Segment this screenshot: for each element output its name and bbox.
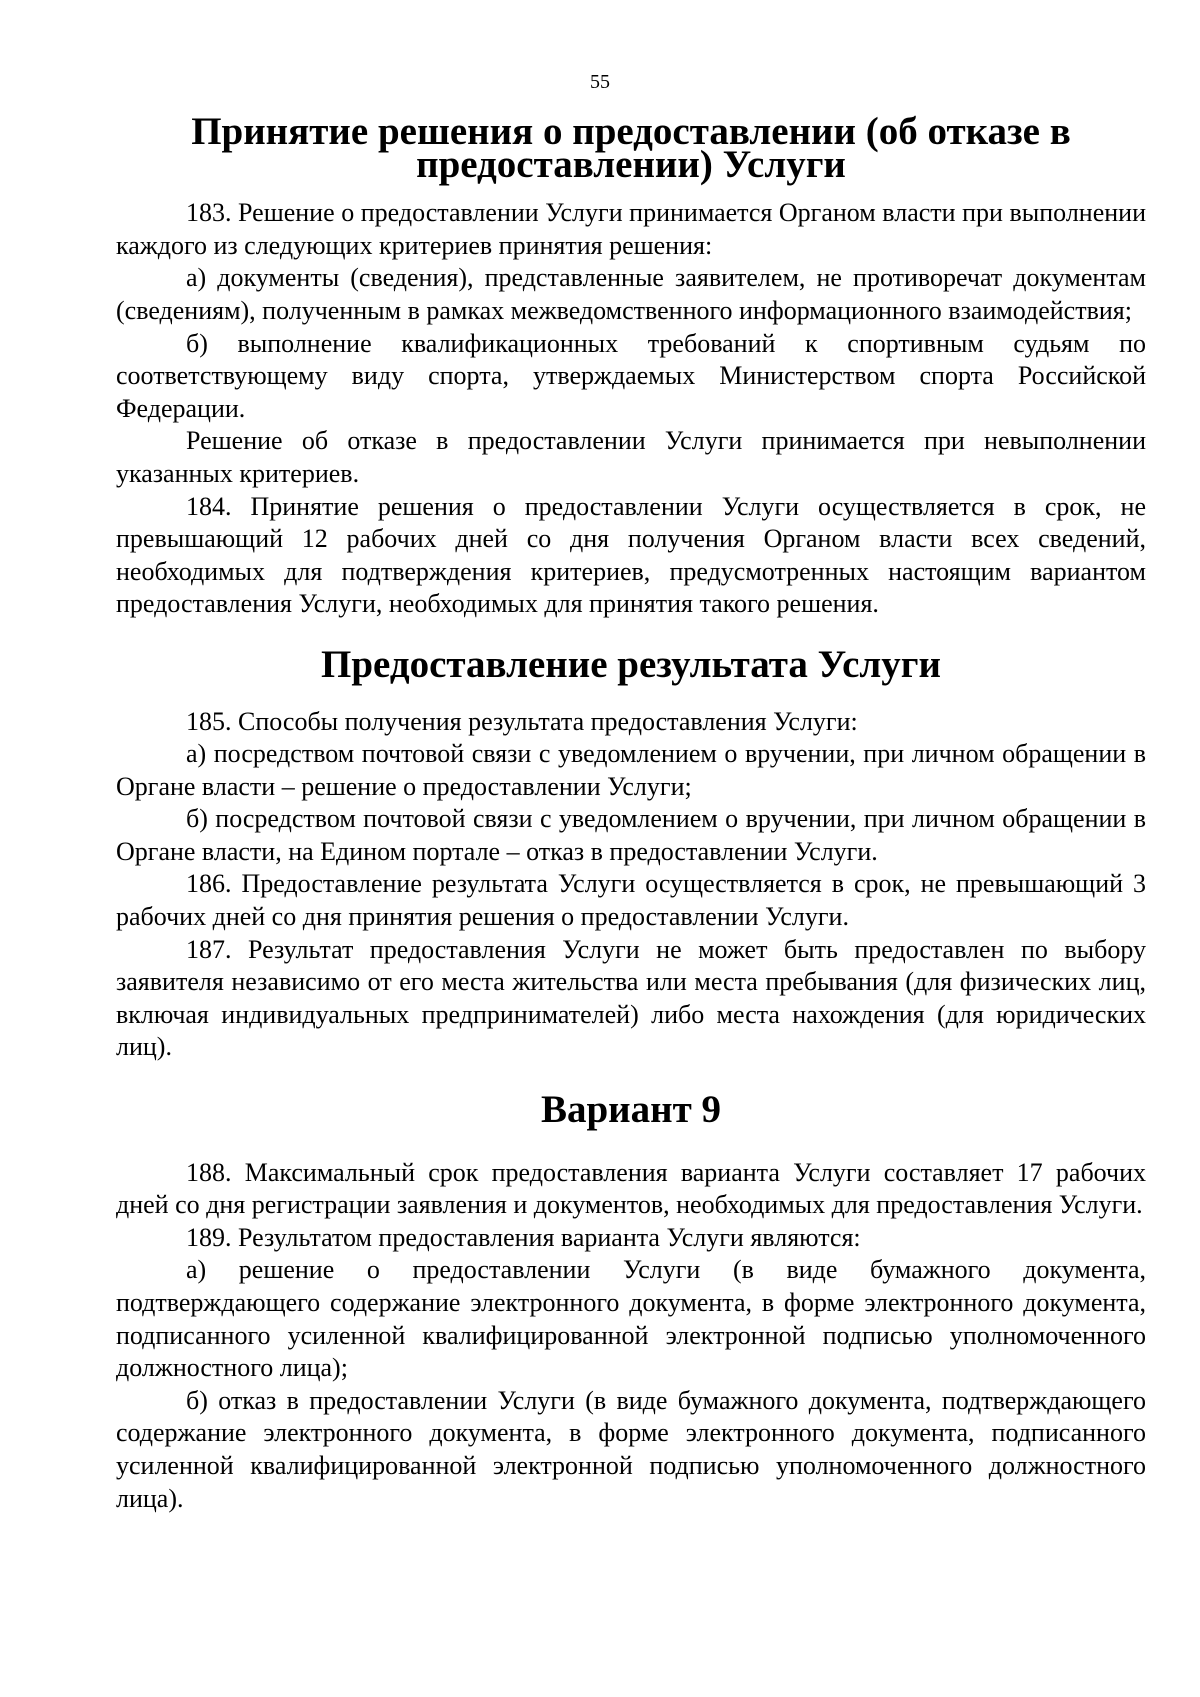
paragraph-refusal: Решение об отказе в предоставлении Услуги принимается при невыполнении указанных критериев.	[116, 426, 1146, 488]
paragraph-186: 186. Предоставление результата Услуги осуществляется в срок, не превышающий 3 рабочих дней со дня принятия решения о предоставлении Услуги.	[116, 869, 1146, 932]
paragraph-184: 184. Принятие решения о предоставлении Услуги осуществляется в срок, не превышающий 12 рабочих дней со дня получения Органом власти всех сведений, необходимых для подтверждения критериев, предусмотренных настоящим вариантом предоставления Услуги, необходимых для принятия такого решения.	[116, 491, 1146, 619]
paragraph-183-b: б) выполнение квалификационных требований к спортивным судьям по соответствующему виду спорта, утверждаемых Министерством спорта Российской Федерации.	[116, 328, 1146, 423]
paragraph-188: 188. Максимальный срок предоставления варианта Услуги составляет 17 рабочих дней со дня регистрации заявления и документов, необходимых для предоставления Услуги.	[116, 1157, 1146, 1220]
section-heading-variant-9: Вариант 9	[540, 1088, 722, 1132]
section-heading-decision: Принятие решения о предоставлении (об отказе в предоставлении) Услуги	[191, 110, 1071, 186]
paragraph-185-a: а) посредством почтовой связи с уведомлением о вручении, при личном обращении в Органе власти – решение о предоставлении Услуги;	[116, 739, 1146, 801]
paragraph-189-b: б) отказ в предоставлении Услуги (в виде бумажного документа, подтверждающего содержание электронного документа, в форме электронного документа, подписанного усиленной квалифицированной электронной подписью уполномоченного должностного лица).	[116, 1385, 1146, 1513]
paragraph-185: 185. Способы получения результата предоставления Услуги:	[186, 706, 858, 736]
section-heading-result: Предоставление результата Услуги	[321, 642, 941, 686]
paragraph-187: 187. Результат предоставления Услуги не может быть предоставлен по выбору заявителя независимо от его места жительства или места пребывания (для физических лиц, включая индивидуальных предпринимателей) либо места нахождения (для юридических лиц).	[116, 934, 1146, 1062]
paragraph-189-a: а) решение о предоставлении Услуги (в виде бумажного документа, подтверждающего содержание электронного документа, в форме электронного документа, подписанного усиленной квалифицированной электронной подписью уполномоченного должностного лица);	[116, 1255, 1146, 1383]
page-number: 55	[590, 71, 610, 93]
paragraph-189: 189. Результатом предоставления варианта Услуги являются:	[186, 1222, 861, 1252]
document-body	[116, 110, 1146, 1515]
paragraph-185-b: б) посредством почтовой связи с уведомлением о вручении, при личном обращении в Органе власти, на Едином портале – отказ в предоставлении Услуги.	[116, 804, 1146, 866]
paragraph-183-a: а) документы (сведения), представленные заявителем, не противоречат документам (сведениям), полученным в рамках межведомственного информационного взаимодействия;	[116, 263, 1146, 325]
paragraph-183: 183. Решение о предоставлении Услуги принимается Органом власти при выполнении каждого из следующих критериев принятия решения:	[116, 198, 1146, 260]
